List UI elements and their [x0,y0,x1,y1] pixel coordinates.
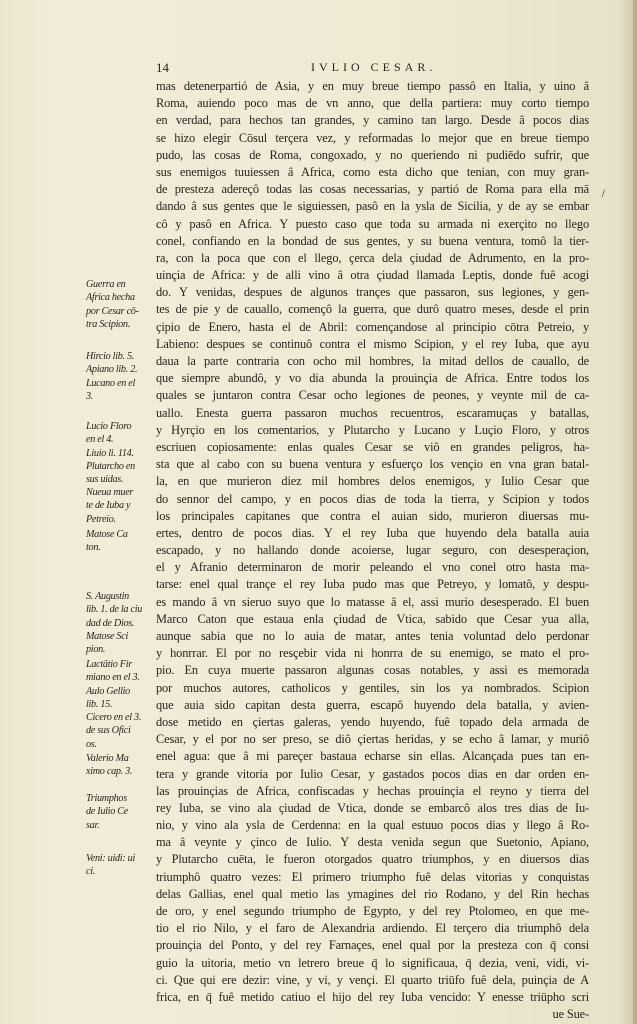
body-text [156,78,589,1023]
text-line: ra, con la poca que con el llego, çerca dela çiudad de Adrumento, en la pro- [156,250,589,265]
text-line: ertes, dentro de pocos dias. Y el rey Iuba que huyendo dela batalla auia [156,525,589,540]
text-line: las prouinçias de Africa, confiscadas y hechas prouinçia el reyno y tierra del [156,783,589,798]
text-line: pio. En cuya muerte passaron algunas cosas notables, y assi es memorada [156,663,589,678]
text-line: uinçia de Africa: y de alli vino â otra çiudad llamada Leptis, donde fuê acogi [156,268,589,283]
text-line: do sennor del campo, y en pocos dias de toda la tierra, y Scipion y todos [156,491,589,506]
page-header [156,60,456,78]
text-line: que siempre abundô, y vo dia abunda la prouinçia de Africa. Entre todos los [156,371,589,386]
margin-note: Valerio Ma ximo cap. 3. [86,753,133,778]
text-line: nio, y vino ala ysla de Cerdenna: en la qual estuuo pocos dias y llego â Ro- [156,818,589,833]
text-line: en verdad, para hechos tan grandes, y camino tan largo. Desde â pocos dias [156,113,589,128]
text-line: enel agua: que â mi pareçer bastaua echarse sin ellas. Alcançada pues tan en- [156,749,589,764]
text-line: mas detenerpartió de Asia, y en muy breue tiempo passô en Italia, y uino â [156,79,589,93]
text-line: el y Afranio determinaron de morir peleando el vno conel otro hasta ma- [156,560,589,575]
text-line: por muchos autores, catholicos y gentiles, sin los ya nombrados. Scipion [156,680,589,695]
text-line: es mando â vn sieruo suyo que lo matasse â el, assi murio desesperado. El buen [156,594,589,609]
text-line: escapado, y no hallando donde acoierse, lugar seguro, con desesperaçion, [156,543,589,558]
folio-number: 14 [156,60,169,75]
margin-mark: / [601,186,605,200]
margin-note: Lactātio Fir miano en el 3. Aulo Gellio lib. 15. Cicero en el 3. de sus Ofici os. [86,659,142,750]
text-line: que auia sido capitan desta guerra, escapô huyendo dela batalla, y avien- [156,697,589,712]
text-line: tarse: enel qual trançe el rey Iuba pudo mas que Petreyo, y lomatô, y despu- [156,577,589,592]
text-line: quales se juntaron contra Cesar ocho legiones de peones, y veynte mil de ca- [156,388,589,403]
text-line: conel, confiando en la bondad de sus gentes, y su buena ventura, tomô la tier- [156,233,589,248]
text-line: de presteza adereçô todas las cosas necessarias, y partió de Roma para ella mā [156,182,589,197]
text-line: y honrrar. El por no resçebir vida ni honrra de su enemigo, se mato el pro- [156,646,589,661]
text-line: de oro, y enel segundo triumpho de Egypto, y del rey Ptolomeo, en que me- [156,904,589,918]
text-line: ue Sue- [552,1007,589,1022]
page-edge [633,0,637,1024]
margin-note: Hircio lib. 5. Apiano lib. 2. Lucano en el 3. [86,351,138,402]
text-line: guio la uitoria, metio vn letrero breue q̄ lo significaua, q̄ dezia, veni, vidi, vi- [156,955,589,970]
text-line: delas Gallias, enel qual metio las ymagines del rio Rodano, y del Rin hechas [156,886,589,901]
text-line: pudo, las cosas de Roma, congoxado, y no queriendo ni pudiēdo sufrir, que [156,147,589,162]
margin-note: Veni: uidi: ui ci. [86,853,135,878]
text-line: prouinçia del Ponto, y del rey Farnaçes, enel qual por la presteza con q̄ consi [156,938,589,953]
text-line: escriuen copiosamente: enlas quales Cesar se viô en grandes peligros, ha- [156,439,589,454]
text-line: sus enemigos tuuiessen â Africa, como esta dicho que tenian, con muy gran- [156,164,589,179]
text-line: y Plutarcho cuēta, le fueron otorgados quatro triumphos, y en diuersos dias [156,852,589,867]
text-line: uallo. Enesta guerra passaron muchos recuentros, escaramuças y batallas, [156,405,589,420]
text-line: dose metido en çiertas galeras, yendo huyendo, fuê topado dela armada de [156,714,589,729]
running-title: IVLIO CESAR. [311,60,437,74]
text-line: aunque sabia que no lo auia de matar, antes tenia voluntad delo perdonar [156,629,589,643]
margin-note: Triumphos de Iulio Ce sar. [86,793,128,831]
text-line: y Hyrçio en los comentarios, y Plutarcho y Lucano y Luçio Floro, y otros [156,422,589,437]
text-line: cô y pasô en Africa. Y puesto caso que toda su armada ni exerçito no llego [156,216,589,231]
text-line: sta que al cabo con su buena ventura y esfuerço los vençio en vna gran batal- [156,457,589,472]
margin-note: Lucio Floro en el 4. Liuio li. 114. Plutarcho en sus uidas. [86,421,135,486]
margin-note: S. Augustin lib. 1. de la ciu dad de Dios. [86,591,143,629]
text-line: se hizo elegir Cōsul terçera vez, y reformadas lo mejor que en breue tiempo [156,130,589,145]
text-line: Cesar, y el por no ser preso, se diô çiertas heridas, y se echo â lamar, y muriô [156,732,589,747]
text-line: ci. Que qui ere dezir: vine, y vi, y vençi. El quarto triūfo fuê dela, puinçia de A [156,972,589,987]
text-line: ma â veynte y çinco de Iulio. Y desta venida segun que Suetonio, Apiano, [156,835,589,850]
text-line: Labieno: despues se continuô contra el mismo Scipion, y el rey Iuba, que ayu [156,336,589,351]
text-line: daua la parte contraria con ocho mil hombres, la mitad dellos de cauallo, de [156,354,589,368]
text-line: Marco Caton que estaua enla çiudad de Vtica, sabido que Cesar yua alla, [156,611,589,626]
text-line: frica, en q̄ fuê metido catiuo el hijo del rey Iuba vencido: Y enesse triūpho scri [156,989,589,1004]
margin-note: Guerra en Africa hecha por Cesar cō- tra Scipion. [86,279,139,330]
text-line: tera y grande vitoria por Iulio Cesar, y gastados pocos dias en dar orden en- [156,766,589,781]
margin-note: Matose Sci pion. [86,631,128,656]
text-line: rey Iuba, se vino ala çiudad de Vtica, donde se embarcô alos tres dias de Iu- [156,800,589,815]
text-line: çipio de Enero, hasta el de Abril: començandose al principio cōtra Petreio, y [156,319,589,334]
margin-note: Nueua muer te de Iuba y Petreio. [86,487,134,525]
text-line: triumphô quatro vezes: El primero triumpho fuê delas vitorias y conquistas [156,869,589,884]
text-line: los principales capitanes que contra el auian sido, murieron diuersas mu- [156,508,589,523]
text-line: tio el rio Nilo, y el faro de Alexandria ardiendo. El terçero dia triumphô dela [156,921,589,936]
text-line: dando â sus gentes que le siguiessen, pasô en la ysla de Sicilia, y de ay se embar [156,199,589,214]
text-line: la, en que murieron diez mil hombres delos enemigos, y Iulio Cesar que [156,474,589,489]
margin-note: Matose Ca ton. [86,529,128,554]
text-line: do. Y venidas, despues de algunos trançes que passaron, sus legiones, y gen- [156,285,589,300]
text-line: tes de pie y de cauallo, començô la guerra, que durô quatro meses, desde el prin [156,302,589,317]
text-line: Roma, auiendo poco mas de vn anno, que della partiera: muy corto tiempo [156,96,589,111]
